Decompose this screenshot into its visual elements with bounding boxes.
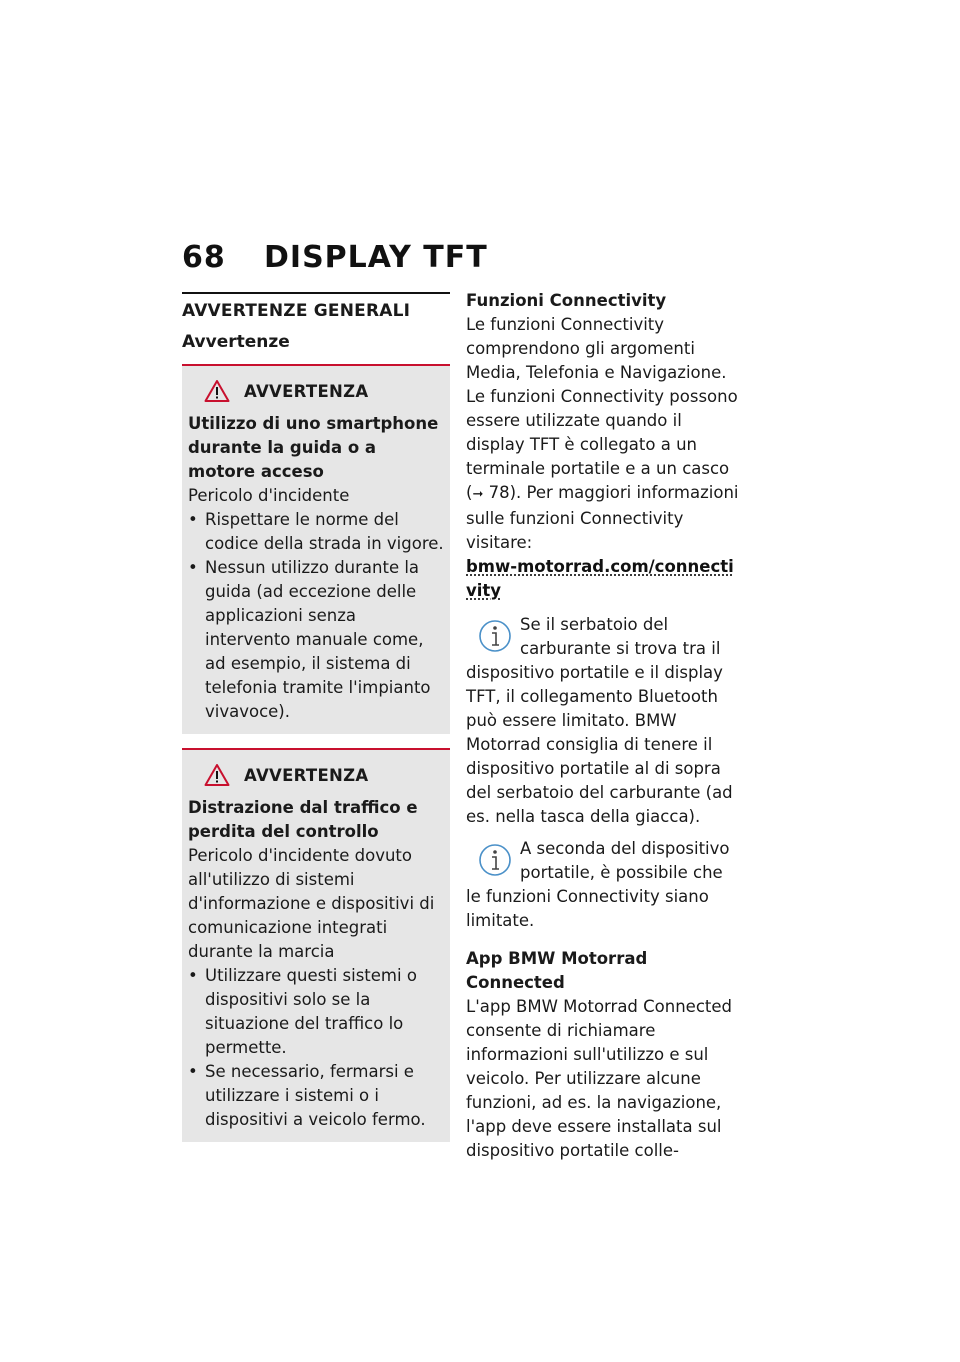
warning-triangle-icon (204, 379, 230, 403)
chapter-title: DISPLAY TFT (264, 240, 488, 275)
app-paragraph: L'app BMW Motorrad Connected consente di richiamare informazioni sull'utilizzo e sul veicolo. Per utilizzare alcune funzioni, ad es. la navigazione, l'app deve essere installata sul dispositivo portatile colle- (466, 997, 732, 1160)
warning-bullet-list (188, 964, 444, 1132)
info-note-text: A seconda del dispositivo portatile, è possibile che le funzioni Connectivity siano limitate. (466, 839, 730, 930)
page-reference[interactable]: 78 (488, 483, 510, 502)
info-note (466, 613, 740, 829)
subsection-title: Avvertenze (182, 332, 290, 352)
info-icon (478, 617, 512, 657)
page-reference-arrow-icon: ➞ (472, 487, 484, 502)
warning-title: Distrazione dal traffico e perdita del controllo (188, 798, 418, 841)
warning-box (182, 364, 450, 734)
warning-bullet: • Utilizzare questi sistemi o dispositivi solo se la situazione del traffico lo permette. (188, 964, 444, 1060)
connectivity-text-2: ). Per maggiori informazioni sulle funzioni Connectivity visitare: (466, 483, 739, 552)
warning-box (182, 748, 450, 1142)
warning-title: Utilizzo di uno smartphone durante la guida o a motore acceso (188, 414, 439, 481)
left-column (182, 292, 450, 1142)
warning-bullet: • Rispettare le norme del codice della strada in vigore. (188, 508, 444, 556)
info-note (466, 837, 740, 933)
warning-header (188, 762, 444, 788)
section-rule (182, 292, 450, 294)
connectivity-text-1: Le funzioni Connectivity comprendono gli argomenti Media, Telefonia e Navigazione. Le funzioni Connectivity possono essere utilizzate quando il display TFT è collegato a un terminale portatile e a un casco ( (466, 315, 738, 502)
warning-label: AVVERTENZA (244, 765, 369, 785)
warning-intro: Pericolo d'incidente dovuto all'utilizzo di sistemi d'informazione e dispositivi di comunicazione integrati durante la marcia (188, 846, 435, 961)
right-column (466, 289, 740, 1163)
info-icon (478, 841, 512, 881)
app-heading: App BMW Motorrad Connected (466, 949, 648, 992)
warning-header (188, 378, 444, 404)
page-header (182, 240, 488, 275)
info-note-text: Se il serbatoio del carburante si trova tra il dispositivo portatile e il display TFT, il collegamento Bluetooth può essere limitato. BMW Motorrad consiglia di tenere il dispositivo portatile al di sopra del serbatoio del carburante (ad es. nella tasca della giacca). (466, 615, 733, 826)
connectivity-paragraph (466, 313, 740, 555)
connectivity-heading: Funzioni Connectivity (466, 291, 667, 310)
page-number: 68 (182, 240, 226, 275)
section-title: AVVERTENZE GENERALI (182, 301, 411, 321)
warning-bullet: • Nessun utilizzo durante la guida (ad eccezione delle applicazioni senza intervento manuale come, ad esempio, il sistema di telefonia tramite l'impianto vivavoce). (188, 556, 444, 724)
warning-bullet-list (188, 508, 444, 724)
connectivity-link[interactable]: bmw-motorrad.com/connectivity (466, 557, 734, 600)
warning-bullet: • Se necessario, fermarsi e utilizzare i sistemi o i dispositivi a veicolo fermo. (188, 1060, 444, 1132)
warning-intro: Pericolo d'incidente (188, 486, 350, 505)
warning-label: AVVERTENZA (244, 381, 369, 401)
warning-triangle-icon (204, 763, 230, 787)
